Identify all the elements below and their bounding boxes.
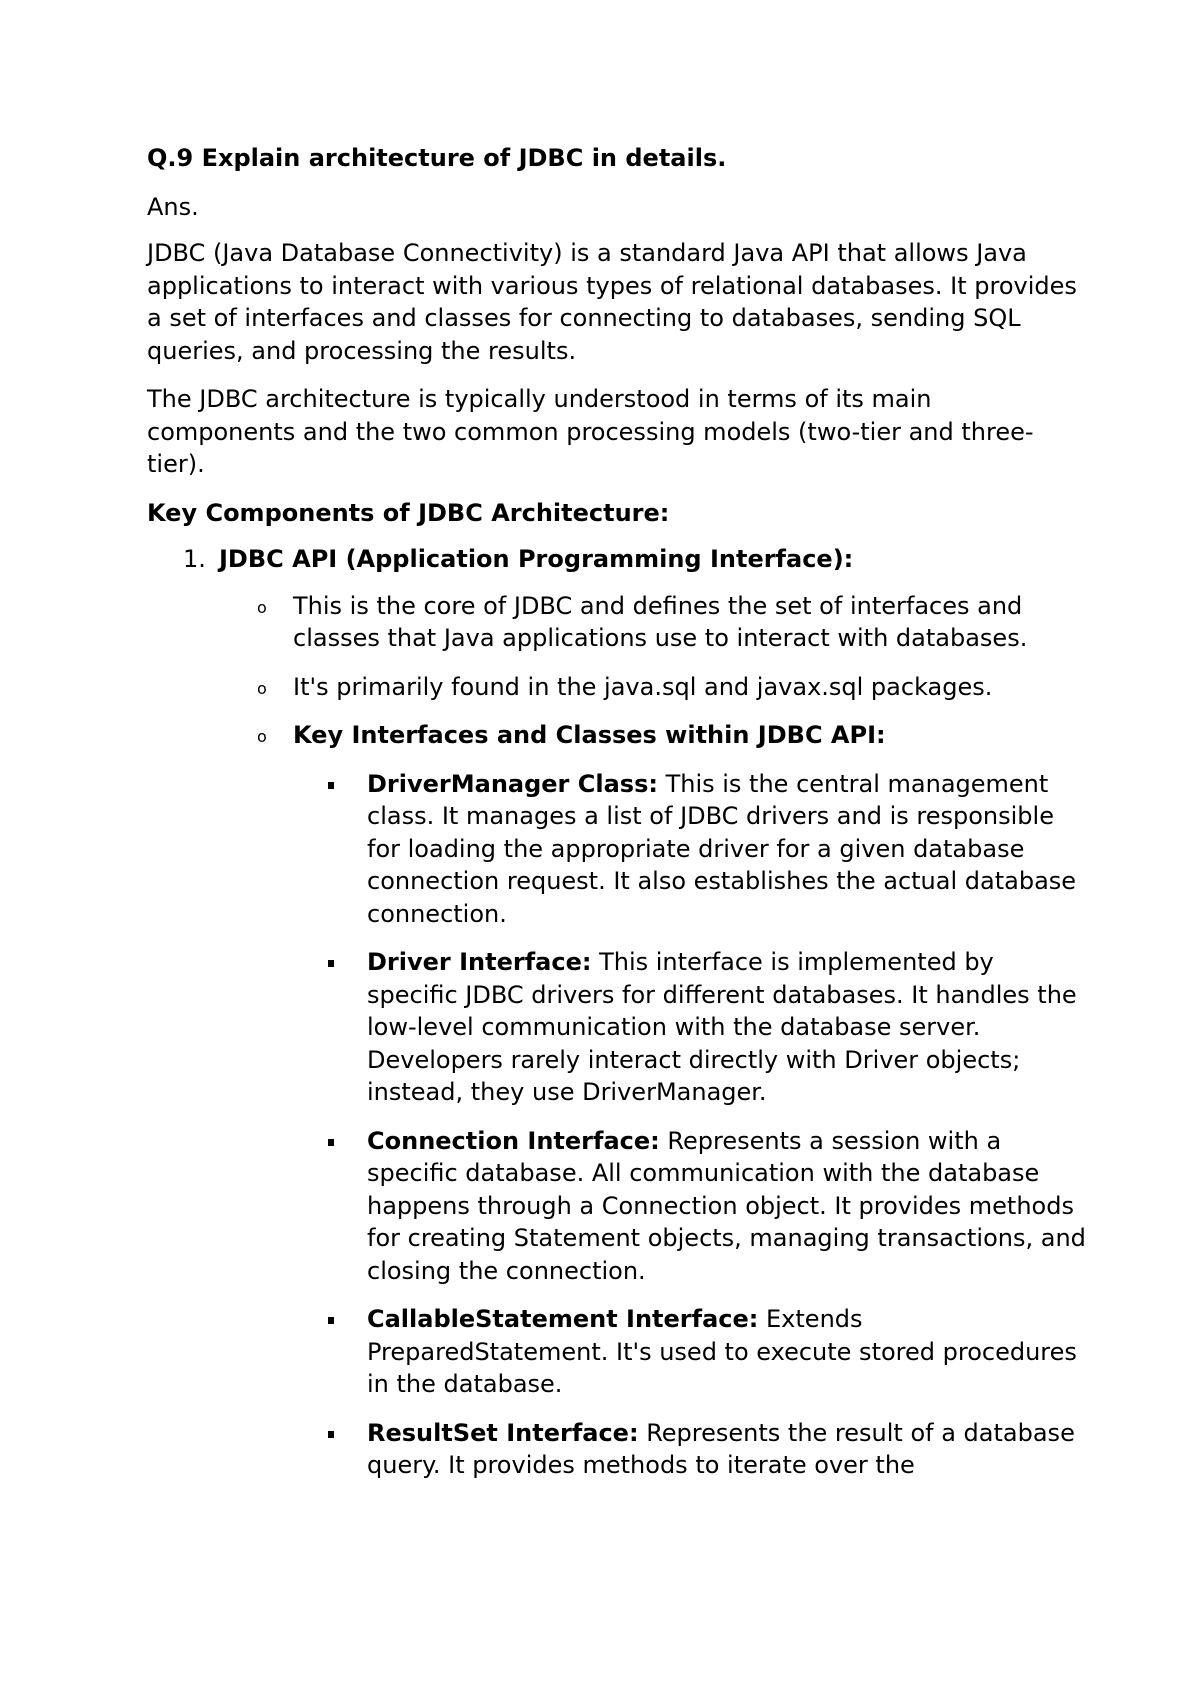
square-bullet-icon — [328, 1139, 334, 1146]
interface-term: Connection Interface: — [367, 1126, 660, 1155]
interface-item — [147, 1303, 1087, 1401]
circle-bullet-icon: o — [257, 597, 267, 617]
interface-item — [147, 768, 1087, 931]
list-number: 1. — [183, 545, 206, 573]
sub-point — [147, 671, 1087, 704]
interface-item — [147, 1125, 1087, 1288]
intro-paragraph: JDBC (Java Database Connectivity) is a standard Java API that allows Java applications to interact with various types of relational databases. It provides a set of interfaces and classes for connecting to databases, sending SQL queries, and processing the results. — [147, 239, 1077, 365]
interface-description: Represents a session with a specific database. All communication with the database happens through a Connection object. It provides methods for creating Statement objects, managing transactions, and closing the connection. — [367, 1126, 1086, 1285]
architecture-paragraph: The JDBC architecture is typically understood in terms of its main components and the two common processing models (two-tier and three-tier). — [147, 385, 1034, 478]
sub-point-key-heading — [147, 719, 1087, 752]
question-heading: Q.9 Explain architecture of JDBC in details. — [147, 144, 727, 172]
sub-point-text: It's primarily found in the java.sql and javax.sql packages. — [293, 672, 993, 701]
document-page — [147, 142, 1087, 1498]
key-interfaces-heading: Key Interfaces and Classes within JDBC API: — [293, 721, 886, 749]
interface-description: This interface is implemented by specific JDBC drivers for different databases. It handles the low-level communication with the database server. Developers rarely interact directly with Driver objects; instead, they use DriverManager. — [367, 948, 1077, 1106]
answer-label: Ans. — [147, 192, 199, 221]
interface-description: Extends PreparedStatement. It's used to execute stored procedures in the database. — [367, 1305, 1077, 1398]
interface-term: DriverManager Class: — [367, 769, 658, 798]
interface-term: ResultSet Interface: — [367, 1418, 639, 1447]
section-heading: Key Components of JDBC Architecture: — [147, 498, 670, 527]
interface-description: This is the central management class. It manages a list of JDBC drivers and is responsible for loading the appropriate driver for a given database connection request. It also establishes the actual database connection. — [367, 769, 1077, 928]
sub-point-text: This is the core of JDBC and defines the set of interfaces and classes that Java applications use to interact with databases. — [293, 591, 1028, 652]
component-item — [147, 543, 1087, 576]
square-bullet-icon — [328, 960, 334, 967]
square-bullet-icon — [328, 1317, 334, 1324]
square-bullet-icon — [328, 1431, 334, 1438]
circle-bullet-icon: o — [257, 727, 267, 746]
square-bullet-icon — [328, 782, 334, 789]
interface-term: CallableStatement Interface: — [367, 1305, 759, 1333]
interface-item — [147, 946, 1087, 1109]
interface-term: Driver Interface: — [367, 948, 592, 976]
sub-point — [147, 590, 1087, 655]
interface-item — [147, 1417, 1087, 1482]
component-title: JDBC API (Application Programming Interface): — [219, 545, 854, 573]
circle-bullet-icon: o — [257, 678, 267, 698]
interface-description: Represents the result of a database query. It provides methods to iterate over the — [367, 1418, 1075, 1479]
